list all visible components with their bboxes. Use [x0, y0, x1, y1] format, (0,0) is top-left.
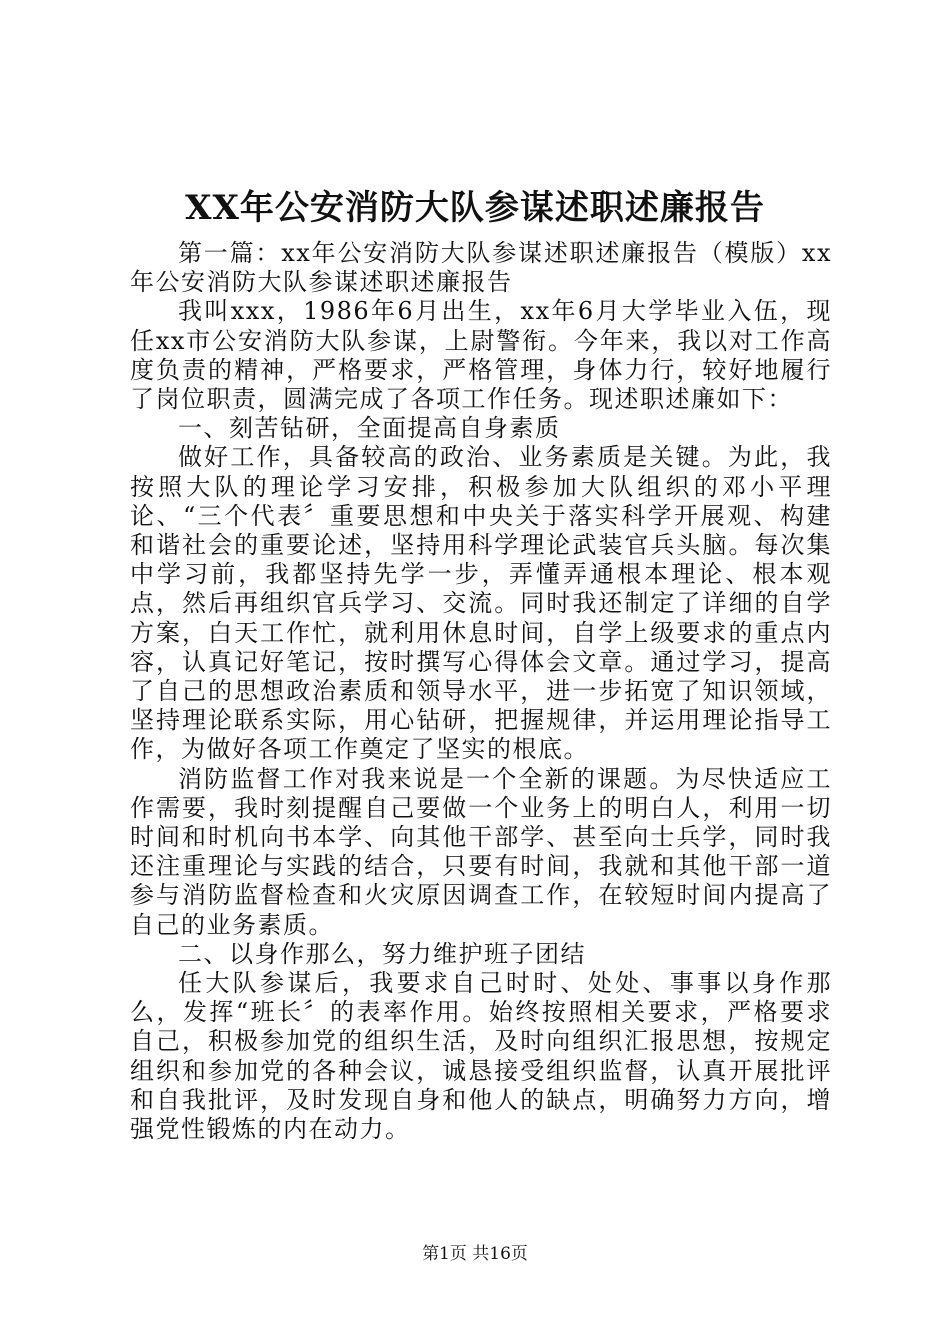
paragraph-leadership: 任大队参谋后，我要求自己时时、处处、事事以身作那么，发挥“班长〞的表率作用。始终按照相关要求，严格要求自己，积极参加党的组织生活，及时向组织汇报思想，按规定组织和参加党的各种会议，诚恳接受组织监督，认真开展批评和自我批评，及时发现自身和他人的缺点，明确努力方向，增强党性锻炼的内在动力。	[130, 969, 832, 1144]
document-body	[130, 239, 832, 1144]
paragraph-study: 做好工作，具备较高的政治、业务素质是关键。为此，我按照大队的理论学习安排，积极参加大队组织的邓小平理论、“三个代表〞重要思想和中央关于落实科学开展观、构建和谐社会的重要论述，坚持用科学理论武装官兵头脑。每次集中学习前，我都坚持先学一步，弄懂弄通根本理论、根本观点，然后再组织官兵学习、交流。同时我还制定了详细的自学方案，白天工作忙，就利用休息时间，自学上级要求的重点内容，认真记好笔记，按时撰写心得体会文章。通过学习，提高了自己的思想政治素质和领导水平，进一步拓宽了知识领域，坚持理论联系实际，用心钻研，把握规律，并运用理论指导工作，为做好各项工作奠定了坚实的根底。	[130, 443, 832, 764]
page-number: 第1页 共16页	[422, 1244, 528, 1264]
paragraph-fire-supervision: 消防监督工作对我来说是一个全新的课题。为尽快适应工作需要，我时刻提醒自己要做一个业务上的明白人，利用一切时间和时机向书本学、向其他干部学、甚至向士兵学，同时我还注重理论与实践的结合，只要有时间，我就和其他干部一道参与消防监督检查和火灾原因调查工作，在较短时间内提高了自己的业务素质。	[130, 764, 832, 939]
section-heading-1: 一、刻苦钻研，全面提高自身素质	[178, 414, 561, 443]
document-title: XX年公安消防大队参谋述职述廉报告	[185, 188, 765, 228]
paragraph-intro: 第一篇：xx年公安消防大队参谋述职述廉报告（模版）xx年公安消防大队参谋述职述廉报告	[130, 239, 832, 297]
paragraph-self-introduction: 我叫xxx，1986年6月出生，xx年6月大学毕业入伍，现任xx市公安消防大队参谋，上尉警衔。今年来，我以对工作高度负责的精神，严格要求，严格管理，身体力行，较好地履行了岗位职责，圆满完成了各项工作任务。现述职述廉如下：	[130, 297, 832, 414]
section-heading-2: 二、以身作那么，努力维护班子团结	[178, 939, 586, 968]
